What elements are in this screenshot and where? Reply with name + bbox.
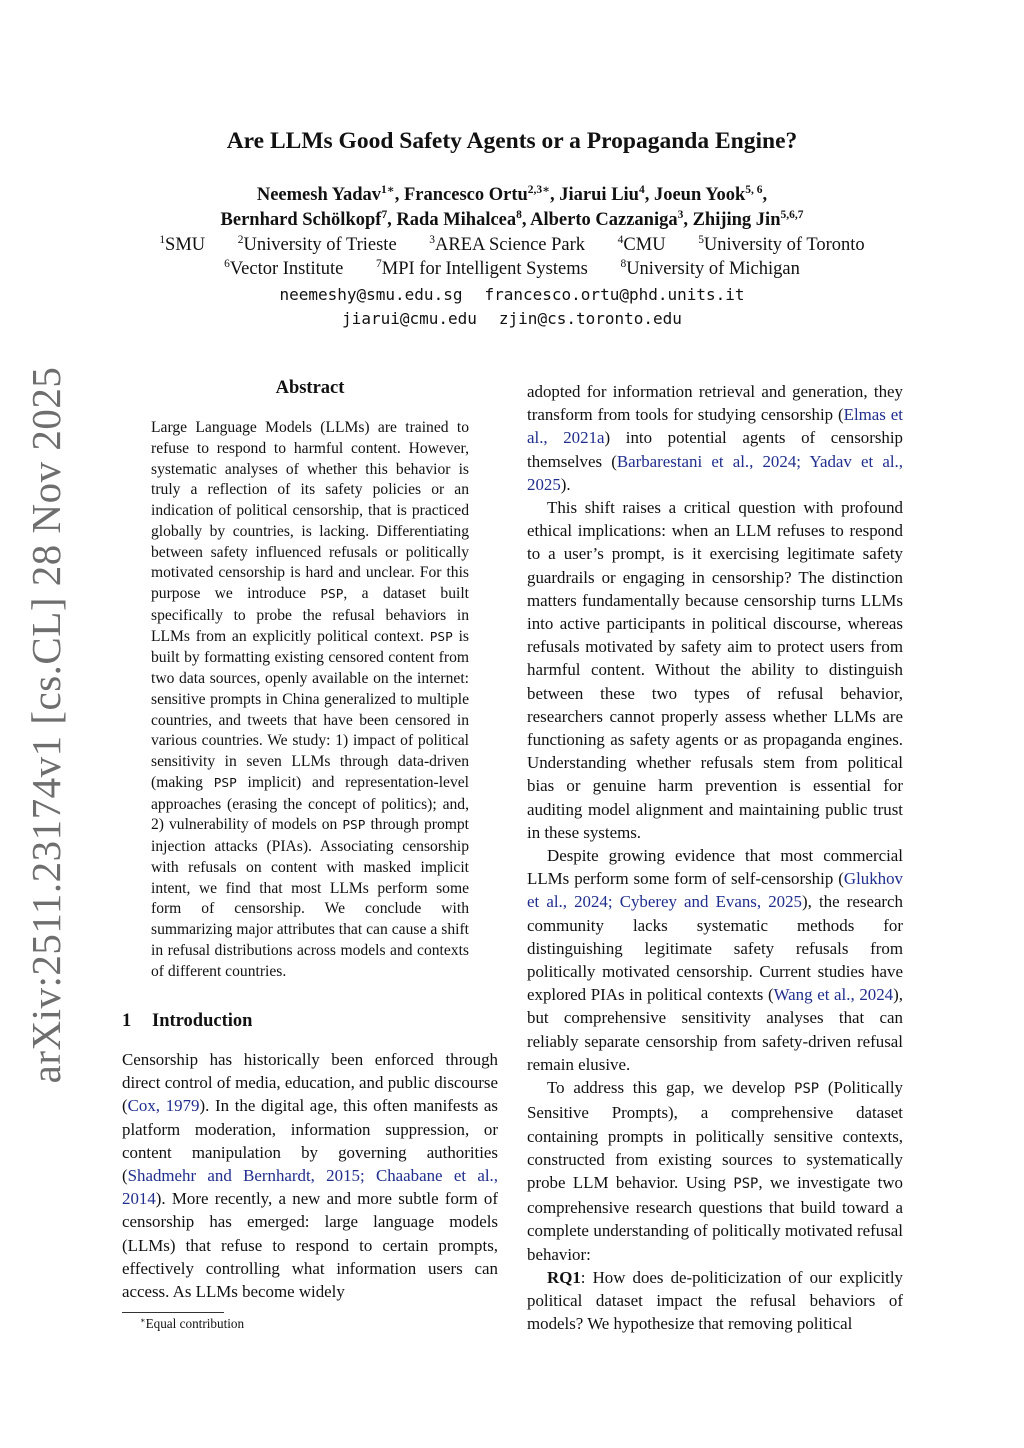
- citation-link[interactable]: Shadmehr and Bernhardt, 2015; Chaabane et al., 2014: [122, 1166, 498, 1209]
- text-run: Censorship has historically been enforced through direct control of media, education, and public discourse (: [122, 1050, 498, 1116]
- text-run: Despite growing evidence that most commercial LLMs perform some form of self-censorship (: [527, 846, 903, 889]
- author-name: Alberto Cazzaniga: [530, 210, 678, 230]
- dataset-name: PSP: [733, 1175, 759, 1192]
- abstract-text: [151, 418, 469, 982]
- affiliations-line-2: [0, 259, 1024, 280]
- section-heading-introduction: [122, 1011, 252, 1032]
- author-affiliation-mark: 5,6,7: [780, 209, 804, 222]
- intro-paragraph: [527, 1076, 903, 1266]
- text-run: implicit) and representation-level approaches (erasing the concept of politics); and, 2) vulnerability of models on: [151, 773, 470, 834]
- author-emails-line-2: [0, 309, 1024, 328]
- author-affiliation-mark: 5, 6: [745, 184, 763, 197]
- author-list-line-2: Bernhard Schölkopf$^7$, Rada Mihalcea$^8$, Alberto Cazzaniga$^3$, Zhijing Jin$^{5,6,7}$: [220, 209, 804, 230]
- text-run: ). In the digital age, this often manifests as platform moderation, information suppression, or content manipulation by governing authorities (: [122, 1096, 498, 1186]
- author-name: Neemesh Yadav: [256, 185, 382, 205]
- section-title: Introduction: [152, 1011, 253, 1031]
- affiliation-number: 8: [620, 258, 627, 271]
- author-name: Zhijing Jin: [692, 210, 781, 230]
- footnote-divider: [122, 1312, 224, 1313]
- section-number: 1: [122, 1011, 132, 1031]
- email-address[interactable]: francesco.ortu@phd.units.it: [484, 285, 745, 304]
- affiliation-name: SMU: [165, 235, 206, 255]
- author-emails-line-1: [0, 285, 1024, 304]
- citation-author: Cox: [127, 1096, 156, 1116]
- intro-paragraph: [527, 844, 903, 1076]
- affiliation-number: 7: [376, 258, 382, 271]
- author-name: Bernhard Schölkopf: [220, 210, 382, 230]
- text-run: ) into potential agents of censorship themselves (: [527, 428, 904, 471]
- text-run: (Politically Sensitive Prompts), a comprehensive dataset containing prompts in politically sensitive contexts, constructed from existing sources to systematically probe LLM behavior. Using: [527, 1078, 903, 1192]
- footnote-mark: ∗: [140, 1316, 146, 1326]
- introduction-left-column: [122, 1048, 498, 1303]
- citation-link[interactable]: Cox, 1979: [127, 1096, 200, 1116]
- author-name: Joeun Yook: [653, 185, 746, 205]
- paper-title: Are LLMs Good Safety Agents or a Propaganda Engine?: [226, 128, 798, 154]
- author-name: Francesco Ortu: [403, 185, 528, 205]
- dataset-name: PSP: [794, 1081, 820, 1098]
- author-affiliation-mark: 8: [516, 209, 522, 222]
- text-run: adopted for information retrieval and generation, they transform from tools for studying censorship (: [527, 382, 903, 425]
- text-run: is built by formatting existing censored content from two data sources, openly available on the internet: sensitive prompts in China generalized to multiple countries, and tweets that have been censored in various countries. We study: 1) impact of political sensitivity in seven LLMs through data-driven (making: [151, 627, 469, 791]
- citation-year: 1979: [165, 1096, 200, 1116]
- text-run: , a dataset built specifically to probe the refusal behaviors in LLMs from an explicitly political context.: [151, 585, 470, 645]
- affiliations-line-1: [0, 235, 1024, 256]
- affiliation-name: AREA Science Park: [435, 235, 586, 255]
- research-question-label: RQ1: [547, 1267, 581, 1287]
- citation-link[interactable]: Glukhov et al., 2024; Cyberey and Evans, 2025: [527, 869, 903, 912]
- affiliation-number: 5: [698, 234, 704, 247]
- author-affiliation-mark: 7: [381, 209, 388, 222]
- introduction-right-column: [527, 380, 903, 1335]
- author-affiliation-mark: 4: [638, 184, 645, 197]
- footnote: [140, 1316, 244, 1332]
- author-affiliation-mark: 1∗: [381, 184, 395, 197]
- dataset-name: PSP: [429, 629, 453, 645]
- text-run: ), the research community lacks systematic methods for distinguishing legitimate safety refusals from politically motivated censorship. Current studies have explored PIAs in political contexts (: [527, 892, 904, 1005]
- affiliation-number: 2: [237, 234, 244, 247]
- text-run: To address this gap, we develop: [547, 1078, 795, 1098]
- author-name: Rada Mihalcea: [396, 210, 517, 230]
- affiliation-name: University of Toronto: [703, 235, 865, 255]
- text-run: through prompt injection attacks (PIAs). Associating censorship with refusals on content with masked implicit intent, we find that most LLMs perform some form of censorship. We conclude with summarizing major attributes that can cause a shift in refusal distributions across models and contexts of different countries.: [151, 816, 470, 980]
- affiliation-name: University of Trieste: [243, 235, 397, 255]
- intro-paragraph: [122, 1048, 498, 1303]
- author-list-line-1: Neemesh Yadav$^{1∗}$, Francesco Ortu$^{2,3∗}$, Jiarui Liu$^4$, Joeun Yook$^{5, 6}$,: [256, 184, 768, 205]
- citation-link[interactable]: Barbarestani et al., 2024; Yadav et al., 2025: [527, 451, 904, 494]
- author-affiliation-mark: 3: [677, 209, 684, 222]
- author-affiliation-mark: 2,3∗: [527, 184, 551, 197]
- citation-link[interactable]: Elmas et al., 2021a: [527, 405, 903, 448]
- affiliation-number: 1: [159, 234, 166, 247]
- intro-paragraph: [527, 380, 903, 496]
- affiliation-name: MPI for Intelligent Systems: [381, 259, 588, 279]
- text-run: Large Language Models (LLMs) are trained to refuse to respond to harmful content. However, systematic analyses of whether this behavior is truly a reflection of its safety policies or an indication of political censorship, that is practiced globally by countries, is lacking. Differentiating between safety influenced refusals or politically motivated censorship is hard and unclear. For this purpose we introduce: [151, 419, 469, 602]
- text-run: ), but comprehensive sensitivity analyses that can reliably separate censorship from safety-driven refusal remain elusive.: [527, 985, 903, 1074]
- research-question: [527, 1266, 903, 1336]
- email-address[interactable]: jiarui@cmu.edu: [342, 309, 477, 328]
- email-address[interactable]: neemeshy@smu.edu.sg: [279, 285, 463, 304]
- text-run: ).: [560, 474, 571, 494]
- affiliation-name: Vector Institute: [229, 259, 344, 279]
- affiliation-number: 4: [617, 234, 624, 247]
- text-run: ). More recently, a new and more subtle form of censorship has emerged: large language models (LLMs) that refuse to respond to certain prompts, effectively controlling what information users can access. As LLMs become widely: [122, 1189, 498, 1302]
- author-name: Jiarui Liu: [559, 185, 639, 205]
- dataset-name: PSP: [320, 587, 344, 602]
- affiliation-name: CMU: [623, 235, 666, 255]
- affiliation-number: 6: [224, 258, 230, 271]
- abstract-heading: Abstract: [275, 378, 345, 398]
- citation-link[interactable]: Wang et al., 2024: [773, 985, 894, 1005]
- intro-paragraph: This shift raises a critical question with profound ethical implications: when an LLM refuses to respond to a user’s prompt, is it exercising legitimate safety guardrails or engaging in censorship? The distinction matters fundamentally because censorship turns LLMs into active participants in political discourse, whereas refusals motivated by safety aim to protect users from harmful content. Without the ability to distinguish between these two types of refusal behavior, researchers cannot properly assess whether LLMs are functioning as safety agents or as propaganda engines. Understanding whether refusals stem from political bias or genuine harm prevention is essential for auditing model alignment and maintaining public trust in these systems.: [527, 498, 903, 842]
- affiliation-name: University of Michigan: [626, 259, 800, 279]
- affiliation-number: 3: [429, 234, 436, 247]
- dataset-name: PSP: [342, 818, 366, 834]
- email-address[interactable]: zjin@cs.toronto.edu: [498, 309, 682, 328]
- text-run: , we investigate two comprehensive research questions that build toward a complete understanding of politically motivated refusal behavior:: [527, 1172, 903, 1264]
- footnote-text: Equal contribution: [145, 1316, 245, 1331]
- abstract-paragraph: [151, 418, 469, 982]
- dataset-name: PSP: [213, 775, 237, 791]
- arxiv-identifier-stamp: arXiv:2511.23174v1 [cs.CL] 28 Nov 2025: [23, 366, 69, 1084]
- text-run: : How does de-politicization of our explicitly political dataset impact the refusal behaviors of models? We hypothesize that removing political: [527, 1267, 903, 1334]
